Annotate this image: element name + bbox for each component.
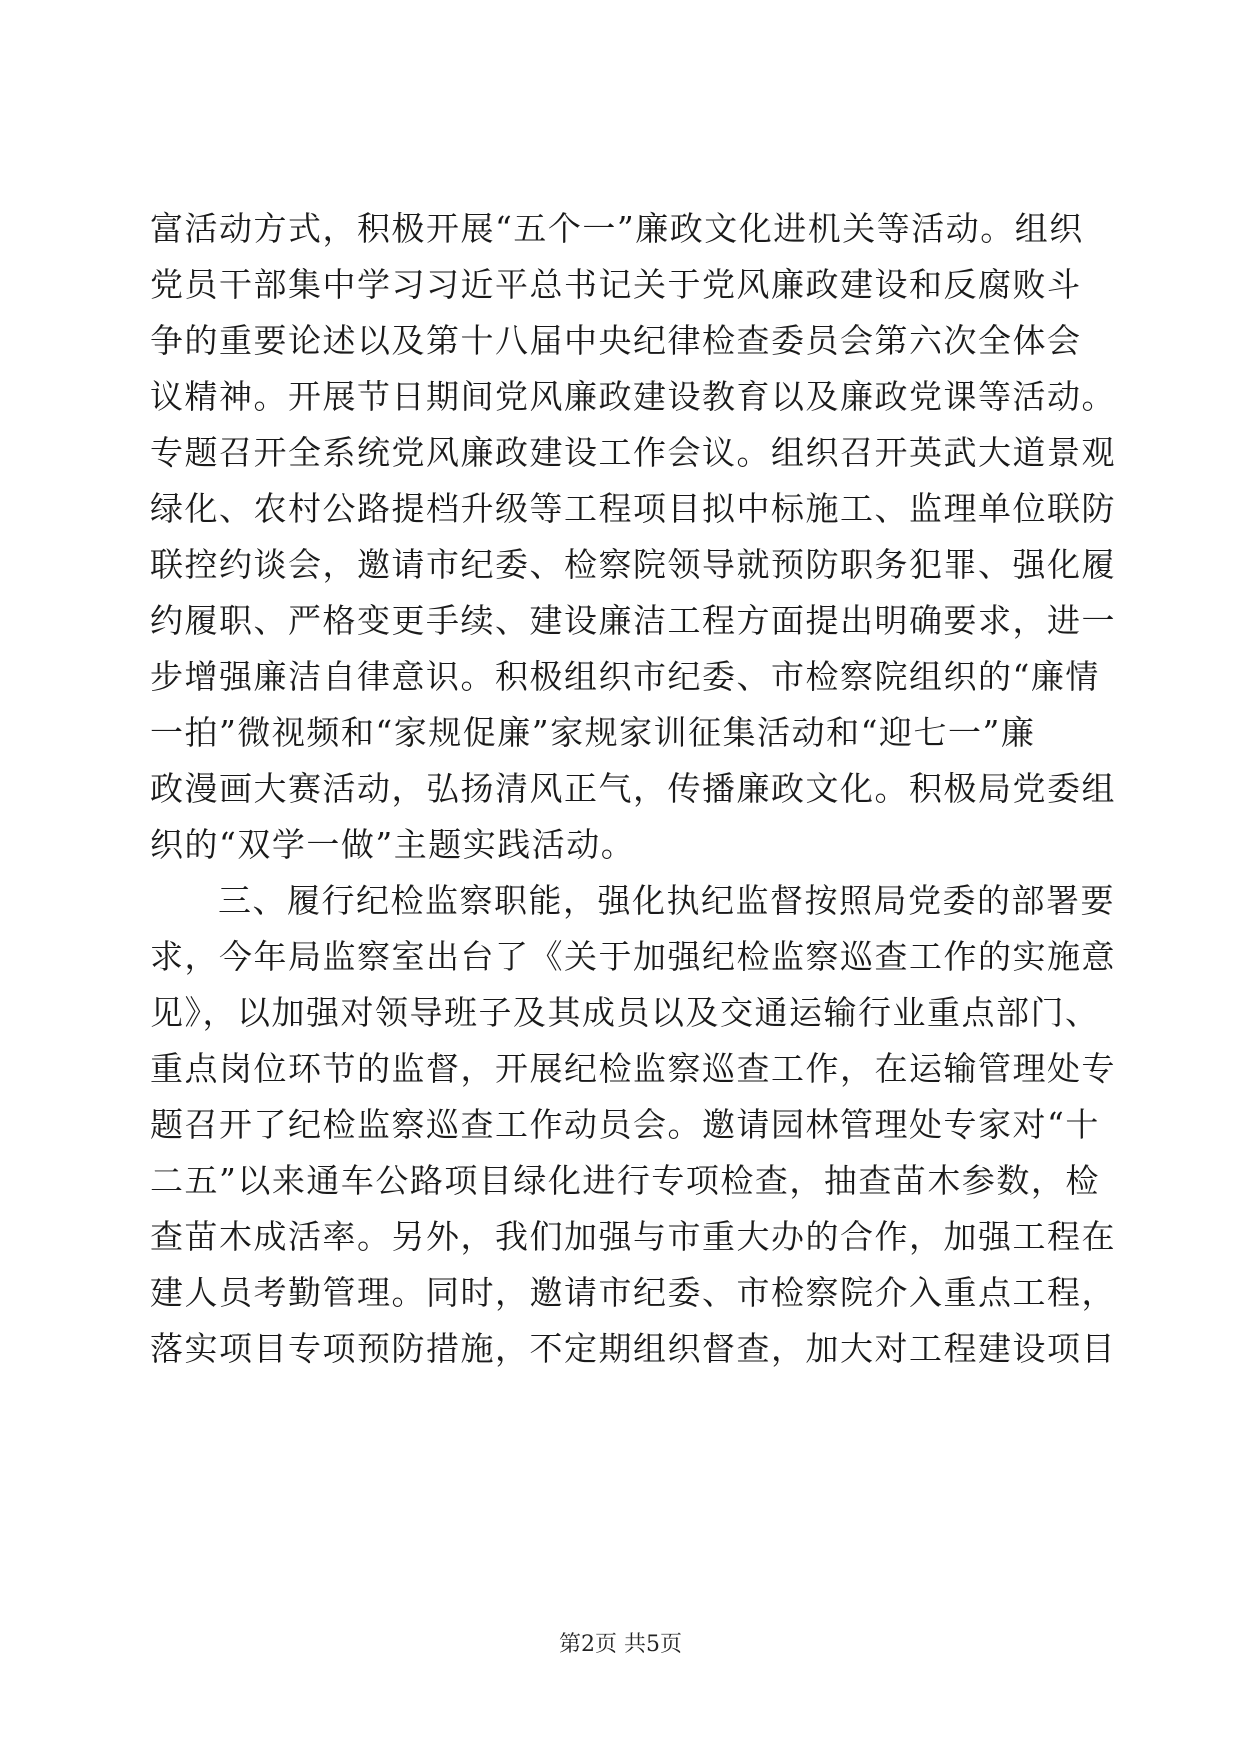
text-line: 查苗木成活率。另外，我们加强与市重大办的合作，加强工程在 (150, 1217, 1116, 1256)
text-line: 政漫画大赛活动，弘扬清风正气，传播廉政文化。积极局党委组 (150, 769, 1116, 808)
text-line: 绿化、农村公路提档升级等工程项目拟中标施工、监理单位联防 (150, 489, 1116, 528)
text-line: 见》，以加强对领导班子及其成员以及交通运输行业重点部门、 (150, 993, 1100, 1032)
page-footer: 第2页 共5页 (559, 1632, 682, 1657)
text-line: 富活动方式，积极开展“五个一”廉政文化进机关等活动。组织 (150, 209, 1084, 248)
text-line: 二五”以来通车公路项目绿化进行专项检查，抽查苗木参数，检 (150, 1161, 1100, 1200)
text-line: 重点岗位环节的监督，开展纪检监察巡查工作，在运输管理处专 (150, 1049, 1116, 1088)
text-line: 求，今年局监察室出台了《关于加强纪检监察巡查工作的实施意 (150, 937, 1116, 976)
text-line: 党员干部集中学习习近平总书记关于党风廉政建设和反腐败斗 (150, 265, 1082, 304)
text-line: 约履职、严格变更手续、建设廉洁工程方面提出明确要求，进一 (150, 601, 1116, 640)
text-line: 步增强廉洁自律意识。积极组织市纪委、市检察院组织的“廉情 (150, 657, 1100, 696)
text-line: 联控约谈会，邀请市纪委、检察院领导就预防职务犯罪、强化履 (150, 545, 1116, 584)
text-line: 落实项目专项预防措施，不定期组织督查，加大对工程建设项目 (150, 1329, 1116, 1368)
text-line: 题召开了纪检监察巡查工作动员会。邀请园林管理处专家对“十 (150, 1105, 1100, 1144)
text-line: 三、履行纪检监察职能，强化执纪监督按照局党委的部署要 (218, 881, 1115, 920)
text-line: 建人员考勤管理。同时，邀请市纪委、市检察院介入重点工程， (150, 1273, 1116, 1312)
text-line: 议精神。开展节日期间党风廉政建设教育以及廉政党课等活动。 (150, 377, 1116, 416)
text-line: 专题召开全系统党风廉政建设工作会议。组织召开英武大道景观 (150, 433, 1116, 472)
text-line: 争的重要论述以及第十八届中央纪律检查委员会第六次全体会 (150, 321, 1082, 360)
text-line: 一拍”微视频和“家规促廉”家规家训征集活动和“迎七一”廉 (150, 713, 1036, 752)
text-line: 织的“双学一做”主题实践活动。 (150, 825, 636, 864)
